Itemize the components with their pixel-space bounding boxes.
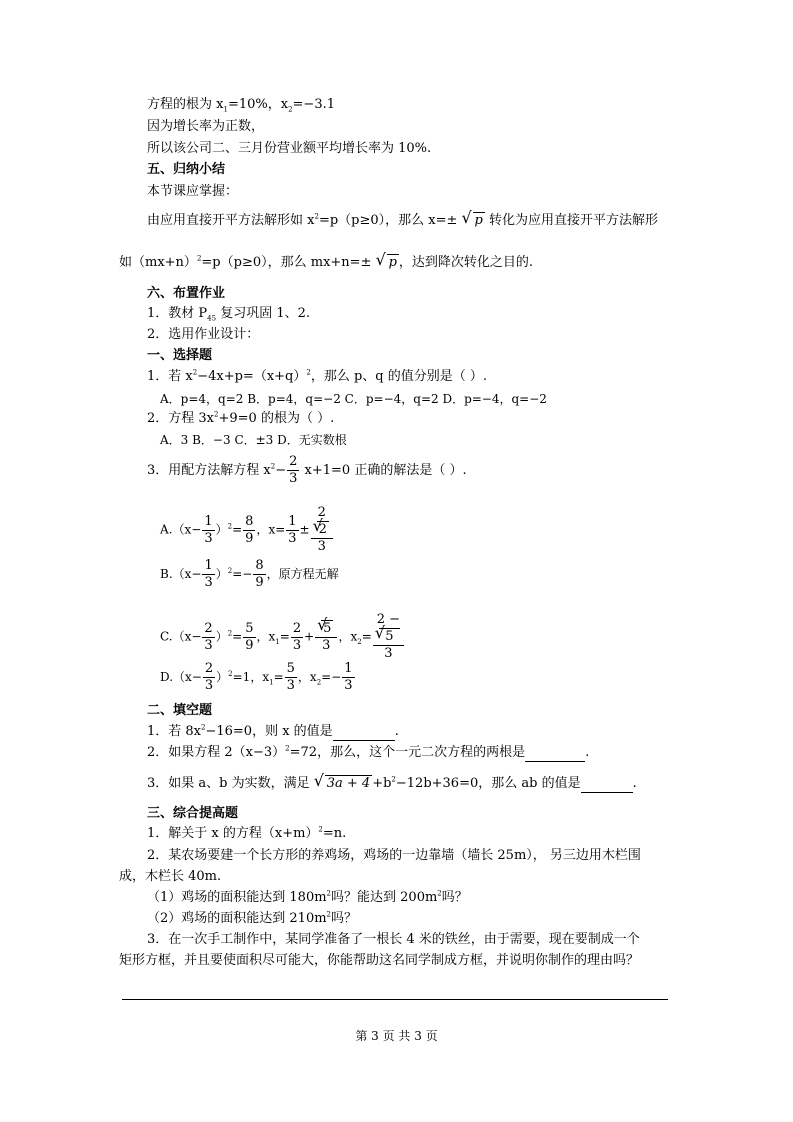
fill-q2: 2．如果方程 $2(x-3)^2=72$，那么，这个一元二次方程的两根是 . — [147, 744, 590, 760]
choice-q1: 1．若 $x^2-4x+p=(x+q)^2$，那么 p、q 的值分别是（ ）. — [147, 368, 488, 384]
section6-heading: 六、布置作业 — [147, 286, 226, 301]
answer-blank[interactable] — [525, 745, 585, 762]
advanced-heading: 三、综合提高题 — [147, 806, 239, 821]
fill-q1: 1．若 $8x^2-16=0$，则 x 的值是 . — [147, 723, 399, 739]
choice-heading: 一、选择题 — [147, 348, 213, 363]
advanced-q1: 1．解关于 x 的方程$(x+m)^2=n$. — [147, 825, 347, 841]
advanced-q2-line1: 2．某农场要建一个长方形的养鸡场，鸡场的一边靠墙（墙长 25m）， 另三边用木栏围 — [147, 848, 641, 863]
sqrt-3a-plus-4: √ 3a + 4 — [316, 776, 372, 792]
choice-q3-option-a: A.（x− $\frac{1}{3}$ ）$^2$= $\frac{8}{9}$ ，x= $\frac{1}{3}$ ± 2 √ 2 3 — [160, 505, 334, 555]
rate-positive-line: 因为增长率为正数， — [147, 119, 265, 134]
roots-line: 方程的根为 $x_1=10\%$，$x_2=-3.1$ — [147, 97, 335, 114]
answer-blank[interactable] — [581, 776, 633, 793]
choice-q1-options: A．p=4，q=2 B．p=4，q=−2 C．p=−4，q=2 D．p=−4，q=−2 — [160, 392, 547, 406]
fill-heading: 二、填空题 — [147, 703, 213, 718]
sqrt-p-2: √ p — [378, 255, 399, 271]
section5-para2: 如$(mx+n)^2=p(p\ge 0)$，那么 mx+n=± √ p ，达到降次转化之目的. — [119, 255, 533, 271]
advanced-q2-sub2: （2）鸡场的面积能达到 $210m^2$吗？ — [147, 910, 358, 926]
sqrt-p: √ p — [464, 213, 485, 229]
advanced-q2-line2: 成，木栏长 40m. — [119, 869, 222, 884]
homework-item-1: 1．教材 $P_{45}$ 复习巩固 1、2. — [147, 306, 311, 323]
fill-q3: 3．如果 a、b 为实数，满足 √ $3a + 4 +b^2-12b+36=0$，那么 ab 的值是 . — [147, 776, 637, 793]
section5-intro: 本节课应掌握： — [147, 184, 239, 199]
section5-heading: 五、归纳小结 — [147, 162, 226, 177]
advanced-q3-line2: 矩形方框，并且要使面积尽可能大，你能帮助这名同学制成方框，并说明你制作的理由吗？ — [119, 953, 640, 968]
fraction-2-3: $\frac{2}{3}$ — [289, 454, 298, 486]
advanced-q2-sub1: （1）鸡场的面积能达到 $180m^2$吗？能达到 $200m^2$吗？ — [147, 889, 468, 905]
homework-item-2: 2．选用作业设计： — [147, 327, 260, 342]
footer-divider — [122, 999, 668, 1000]
choice-q2: 2．方程 $3x^2+9=0$ 的根为（ ）. — [147, 410, 335, 426]
choice-q3-option-b: B.（x− $\frac{1}{3}$ ）$^2$=− $\frac{8}{9}$ ，原方程无解 — [160, 558, 339, 590]
choice-q3-option-c: C.（x− $\frac{2}{3}$ ）$^2$= $\frac{5}{9}$ ，$x_1=$ $\frac{2}{3}$ + √ $\frac{5}{3}$ ，$x_2=$ 2 − √ 5 3 — [160, 612, 405, 662]
advanced-q3-line1: 3．在一次手工制作中，某同学准备了一根长 4 米的铁丝，由于需要，现在要制成一个 — [147, 932, 640, 947]
answer-blank[interactable] — [333, 724, 395, 741]
choice-q2-options: A．3 B．−3 C．±3 D．无实数根 — [160, 433, 347, 447]
section5-para1: 由应用直接开平方法解形如 $x^2=p(p\ge 0)$，那么 x=± √ p 转化为应用直接开平方法解形 — [147, 213, 658, 229]
choice-q3-option-d: D.（x− $\frac{2}{3}$ ）$^2$=1，$x_1=$ $\frac{5}{3}$ ，$x_2=-$ $\frac{1}{3}$ — [160, 661, 353, 693]
choice-q3: 3．用配方法解方程 $x^2-$ $\frac{2}{3}$ x+1=0 正确的解法是（ ）. — [147, 454, 467, 486]
conclusion-line: 所以该公司二、三月份营业额平均增长率为 10%. — [147, 141, 432, 156]
page-footer: 第 3 页 共 3 页 — [355, 1029, 438, 1043]
